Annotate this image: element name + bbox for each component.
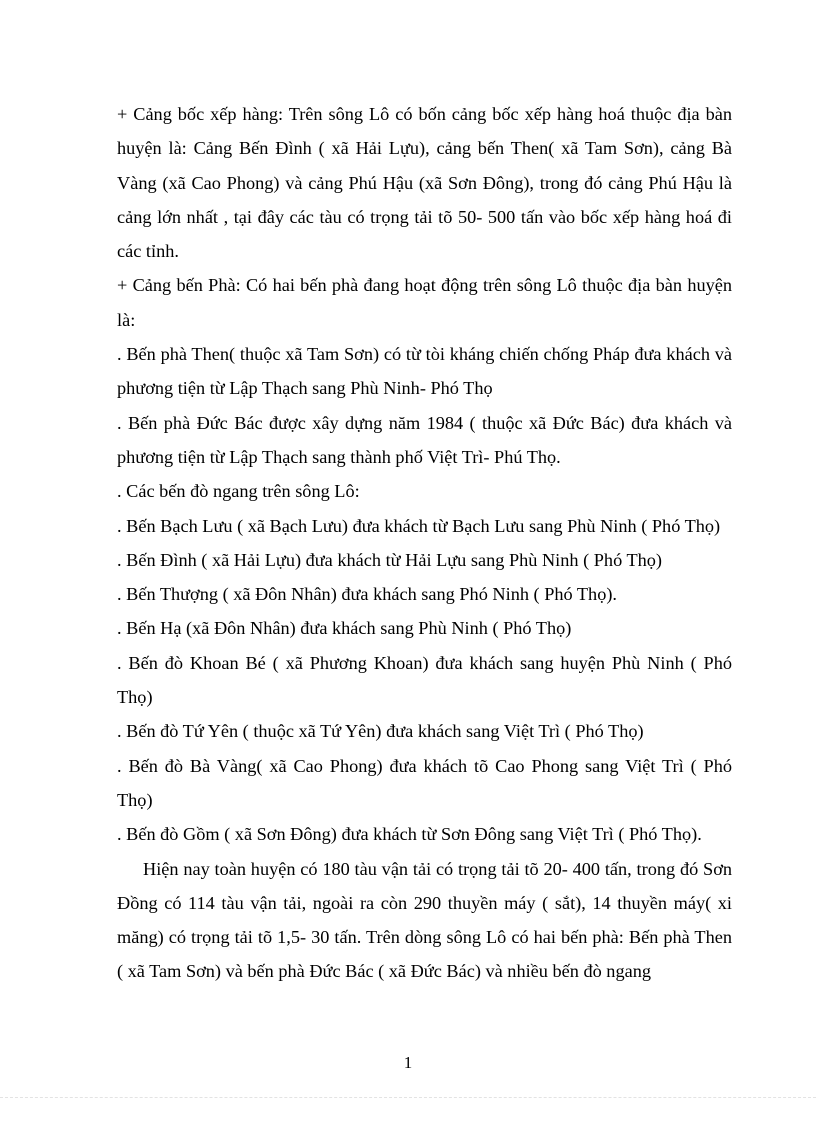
paragraph-cang-ben-pha: + Cảng bến Phà: Có hai bến phà đang hoạt động trên sông Lô thuộc địa bàn huyện là: [117, 275, 732, 330]
paragraph-cang-boc-xep: + Cảng bốc xếp hàng: Trên sông Lô có bốn cảng bốc xếp hàng hoá thuộc địa bàn huyện là: Cảng Bến Đình ( xã Hải Lựu), cảng bến Then( xã Tam Sơn), cảng Bà Vàng (xã Cao Phong) và cảng Phú Hậu (xã Sơn Đông), trong đó cảng Phú Hậu là cảng lớn nhất , tại đây các tàu có trọng tải tõ 50- 500 tấn vào bốc xếp hàng hoá đi các tỉnh. [117, 104, 732, 262]
body-text [117, 97, 732, 989]
paragraph-ben-do-ba-vang: . Bến đò Bà Vàng( xã Cao Phong) đưa khách tõ Cao Phong sang Việt Trì ( Phó Thọ) [117, 755, 732, 810]
paragraph-ben-bach-luu: . Bến Bạch Lưu ( xã Bạch Lưu) đưa khách từ Bạch Lưu sang Phù Ninh ( Phó Thọ) [117, 515, 721, 536]
paragraph-ben-do-khoan-be: . Bến đò Khoan Bé ( xã Phương Khoan) đưa khách sang huyện Phù Ninh ( Phó Thọ) [117, 652, 732, 708]
paragraph-ben-pha-then: . Bến phà Then( thuộc xã Tam Sơn) có từ tòi kháng chiến chống Pháp đưa khách và phương tiện từ Lập Thạch sang Phù Ninh- Phó Thọ [117, 344, 732, 399]
paragraph-ben-dinh: . Bến Đình ( xã Hải Lựu) đưa khách từ Hải Lựu sang Phù Ninh ( Phó Thọ) [117, 549, 662, 570]
paragraph-hien-nay: Hiện nay toàn huyện có 180 tàu vận tải có trọng tải tõ 20- 400 tấn, trong đó Sơn Đồng có 114 tàu vận tải, ngoài ra còn 290 thuyền máy ( sắt), 14 thuyền máy( xi măng) có trọng tải tõ 1,5- 30 tấn. Trên dòng sông Lô có hai bến phà: Bến phà Then ( xã Tam Sơn) và bến phà Đức Bác ( xã Đức Bác) và nhiều bến đò ngang [117, 858, 732, 982]
paragraph-ben-pha-duc-bac: . Bến phà Đức Bác được xây dựng năm 1984 ( thuộc xã Đức Bác) đưa khách và phương tiện từ Lập Thạch sang thành phố Việt Trì- Phú Thọ. [117, 412, 732, 467]
paragraph-ben-do-tu-yen: . Bến đò Tứ Yên ( thuộc xã Tứ Yên) đưa khách sang Việt Trì ( Phó Thọ) [117, 721, 644, 742]
page-number: 1 [403, 1053, 413, 1072]
paragraph-ben-ha: . Bến Hạ (xã Đôn Nhân) đưa khách sang Phù Ninh ( Phó Thọ) [117, 618, 572, 639]
paragraph-ben-do-gom: . Bến đò Gồm ( xã Sơn Đông) đưa khách từ Sơn Đông sang Việt Trì ( Phó Thọ). [117, 824, 702, 845]
paragraph-ben-do-ngang-heading: . Các bến đò ngang trên sông Lô: [117, 481, 360, 502]
paragraph-ben-thuong: . Bến Thượng ( xã Đôn Nhân) đưa khách sang Phó Ninh ( Phó Thọ). [117, 584, 617, 605]
page-divider [0, 1097, 816, 1098]
